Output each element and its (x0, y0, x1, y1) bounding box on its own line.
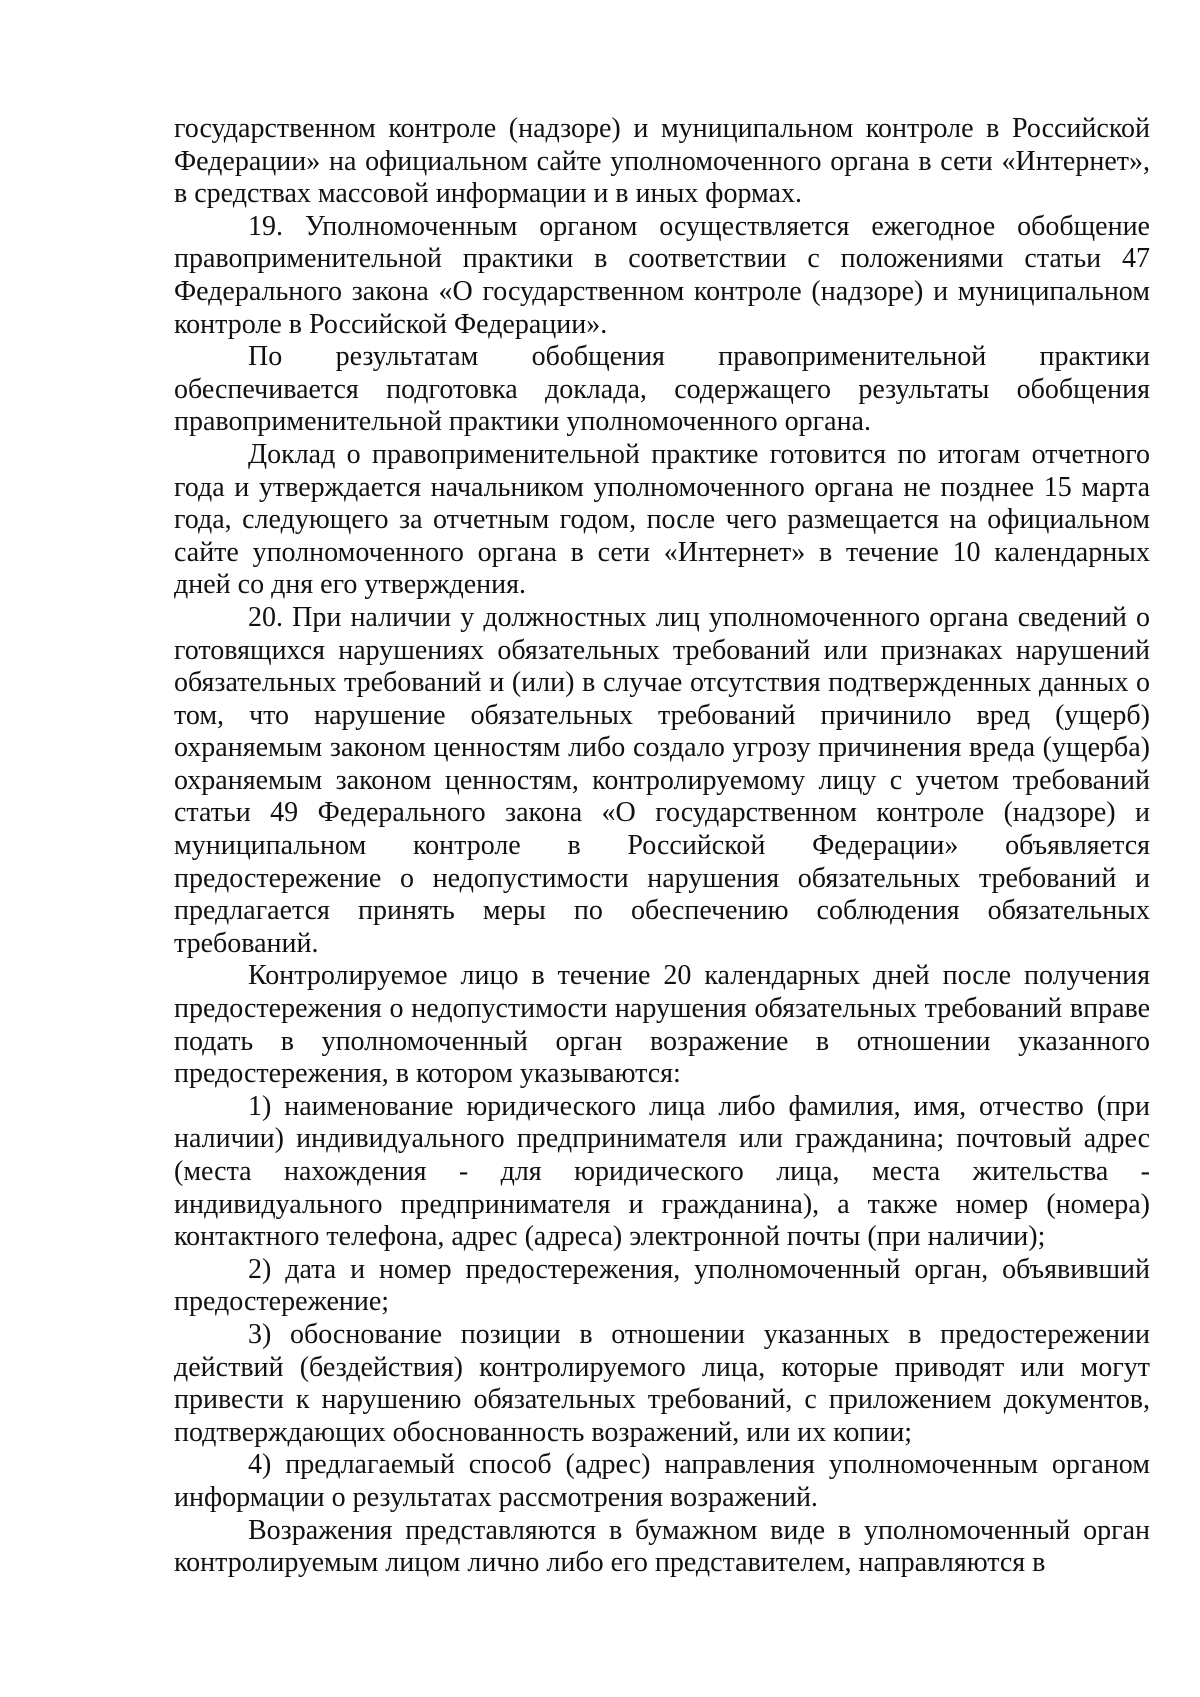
list-item-3: 3) обоснование позиции в отношении указанных в предостережении действий (бездействия) контролируемого лица, которые приводят или могут привести к нарушению обязательных требований, с приложением документов, подтверждающих обоснованность возражений, или их копии; (174, 1318, 1150, 1448)
paragraph-objection: Контролируемое лицо в течение 20 календарных дней после получения предостережения о недопустимости нарушения обязательных требований вправе подать в уполномоченный орган возражение в отношении указанного предостережения, в котором указываются: (174, 960, 1150, 1090)
paragraph-objection-submission: Возражения представляются в бумажном виде в уполномоченный орган контролируемым лицом лично либо его представителем, направляются в (174, 1514, 1150, 1579)
list-item-4: 4) предлагаемый способ (адрес) направления уполномоченным органом информации о результатах рассмотрения возражений. (174, 1449, 1150, 1513)
paragraph-report-preparation: По результатам обобщения правоприменительной практики обеспечивается подготовка доклада, содержащего результаты обобщения правоприменительной практики уполномоченного органа. (174, 341, 1150, 438)
paragraph-item-20: 20. При наличии у должностных лиц уполномоченного органа сведений о готовящихся нарушениях обязательных требований или признаках нарушений обязательных требований и (или) в случае отсутствия подтвержденных данных о том, что нарушение обязательных требований причинило вред (ущерб) охраняемым законом ценностям либо создало угрозу причинения вреда (ущерба) охраняемым законом ценностям, контролируемому лицу с учетом требований статьи 49 Федерального закона «О государственном контроле (надзоре) и муниципальном контроле в Российской Федерации» объявляется предостережение о недопустимости нарушения обязательных требований и предлагается принять меры по обеспечению соблюдения обязательных требований. (174, 601, 1150, 959)
paragraph-item-19: 19. Уполномоченным органом осуществляется ежегодное обобщение правоприменительной практики в соответствии с положениями статьи 47 Федерального закона «О государственном контроле (надзоре) и муниципальном контроле в Российской Федерации». (174, 210, 1150, 340)
paragraph-continuation: государственном контроле (надзоре) и муниципальном контроле в Российской Федерации» на официальном сайте уполномоченного органа в сети «Интернет», в средствах массовой информации и в иных формах. (174, 113, 1150, 210)
list-item-1: 1) наименование юридического лица либо фамилия, имя, отчество (при наличии) индивидуального предпринимателя или гражданина; почтовый адрес (места нахождения - для юридического лица, места жительства - индивидуального предпринимателя и гражданина), а также номер (номера) контактного телефона, адрес (адреса) электронной почты (при наличии); (174, 1090, 1150, 1253)
paragraph-report-approval: Доклад о правоприменительной практике готовится по итогам отчетного года и утверждается начальником уполномоченного органа не позднее 15 марта года, следующего за отчетным годом, после чего размещается на официальном сайте уполномоченного органа в сети «Интернет» в течение 10 календарных дней со дня его утверждения. (174, 438, 1150, 601)
document-body (174, 113, 1150, 1580)
list-item-2: 2) дата и номер предостережения, уполномоченный орган, объявивший предостережение; (174, 1253, 1150, 1318)
